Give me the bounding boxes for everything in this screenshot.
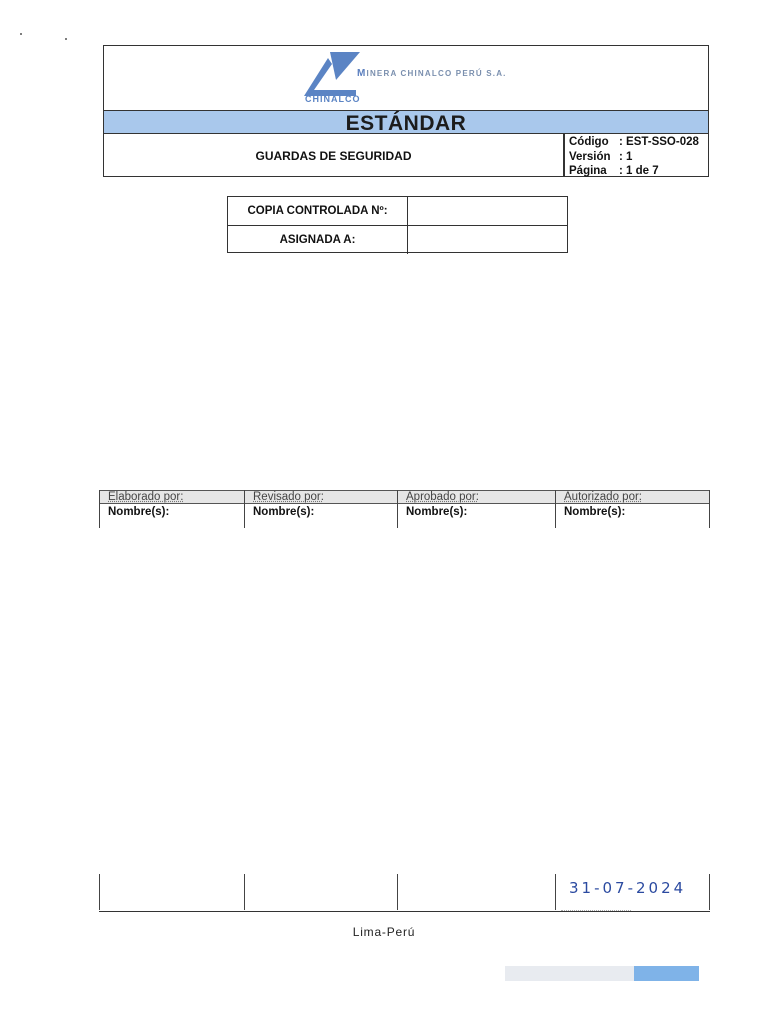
- signature-cell-divider: [244, 874, 245, 910]
- scan-speck: [65, 38, 67, 40]
- chinalco-logo-icon: [302, 50, 362, 98]
- meta-version-label: Versión: [569, 150, 611, 163]
- company-name-rest: INERA CHINALCO PERÚ S.A.: [366, 69, 507, 78]
- approval-heading: Autorizado por:: [564, 491, 642, 503]
- meta-page: [569, 164, 709, 179]
- approval-name-label: Nombre(s):: [108, 506, 170, 518]
- document-header: [103, 45, 709, 177]
- approval-name-label: Nombre(s):: [406, 506, 468, 518]
- approvals-signature-row: [99, 874, 710, 912]
- document-subject: GUARDAS DE SEGURIDAD: [255, 148, 412, 163]
- controlled-copy-label: COPIA CONTROLADA Nº:: [247, 205, 388, 217]
- approval-name-label: Nombre(s):: [564, 506, 626, 518]
- approvals-table: [99, 490, 710, 528]
- signature-cell-divider: [555, 874, 556, 910]
- approval-name-label: Nombre(s):: [253, 506, 315, 518]
- controlled-copy-row: [228, 197, 567, 225]
- approval-col-autorizado: [555, 490, 709, 528]
- controlled-copy-value: [407, 197, 568, 225]
- table-right-border: [709, 490, 710, 528]
- approval-heading: Revisado por:: [253, 491, 324, 503]
- assigned-to-row: [228, 225, 567, 254]
- signature-cell-divider: [709, 874, 710, 910]
- signature-cell-divider: [99, 874, 100, 910]
- scan-speck: [20, 33, 22, 35]
- logo-area: [104, 46, 708, 110]
- approval-col-revisado: [244, 490, 397, 528]
- controlled-copy-table: [227, 196, 568, 253]
- footer-blue-bar: [634, 966, 699, 981]
- handwritten-date: 31-07-2024: [569, 879, 687, 897]
- company-initial: M: [357, 68, 367, 79]
- approval-col-aprobado: [397, 490, 555, 528]
- document-meta: [563, 134, 709, 177]
- meta-code: [569, 135, 709, 150]
- assigned-to-label: ASIGNADA A:: [279, 234, 356, 246]
- footer-gray-bar: [505, 966, 635, 981]
- meta-page-label: Página: [569, 165, 607, 177]
- meta-version-value: : 1: [619, 150, 633, 163]
- approval-heading: Elaborado por:: [108, 491, 184, 503]
- meta-code-value: : EST-SSO-028: [619, 136, 699, 148]
- signature-cell-divider: [397, 874, 398, 910]
- doc-type-title: ESTÁNDAR: [345, 112, 467, 135]
- assigned-to-value: [407, 226, 568, 254]
- company-name: [357, 68, 507, 79]
- approval-heading: Aprobado por:: [406, 491, 479, 503]
- meta-version: [569, 150, 709, 165]
- brand-name: CHINALCO: [305, 94, 361, 104]
- approval-col-elaborado: [99, 490, 244, 528]
- footer-location: Lima-Perú: [352, 925, 416, 939]
- meta-code-label: Código: [569, 136, 609, 148]
- meta-page-value: : 1 de 7: [619, 165, 659, 177]
- doc-type-band: [104, 110, 708, 134]
- date-dotted-line: [561, 910, 631, 911]
